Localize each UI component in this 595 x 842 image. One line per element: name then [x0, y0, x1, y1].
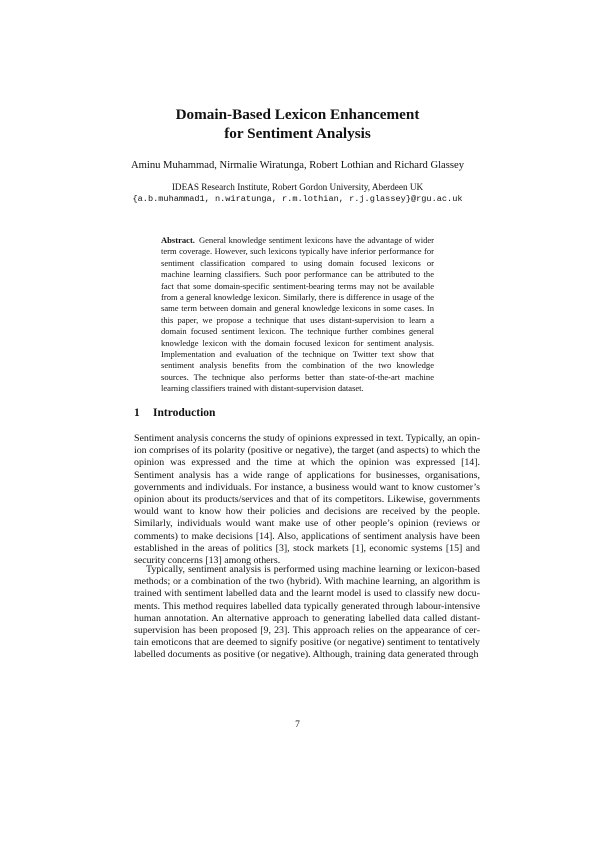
- title-line-1: Domain-Based Lexicon Enhancement: [175, 106, 420, 123]
- page-number: 7: [295, 720, 300, 730]
- section-number: 1: [134, 407, 140, 419]
- title-line-2: for Sentiment Analysis: [224, 125, 371, 142]
- abstract-text: General knowledge sentiment lexicons have the advantage of wider term coverage. However, such lexicons typically have inferior performance for sentiment classification compared to using domain focused lexicons or machine learning classifiers. Such poor performance can be attributed to the fact that some domain-specific sentiment-bearing terms may not be available from a general knowledge lexicon. Similarly, there is difference in usage of the same term between domain and general knowledge lexicons in some cases. In this paper, we propose a technique that uses distant-supervision to learn a domain focused sentiment lexicon. The technique further combines general knowledge lexicon with the domain focused lexicon for sentiment analysis. Implementation and evaluation of the technique on Twitter text show that sentiment analysis benefits from the combination of the two knowledge sources. The technique also performs better than state-of-the-art machine learning classifiers trained with distant-supervision dataset.: [161, 235, 434, 394]
- abstract: [161, 235, 434, 395]
- author-list: Aminu Muhammad, Nirmalie Wiratunga, Robert Lothian and Richard Glassey: [130, 160, 464, 171]
- section-heading: [134, 406, 215, 420]
- paragraph-2: Typically, sentiment analysis is performed using machine learning or lexicon-based methods; or a combination of the two (hybrid). With machine learning, an algorithm is trained with sentiment labelled data and the learnt model is used to classify new documents. This method requires labelled data typically generated through labour-intensive human annotation. An alternative approach to generating labelled data called distant-supervision has been proposed [9, 23]. This approach relies on the appearance of certain emoticons that are deemed to signify positive (or negative) sentiment to tentatively labelled documents as positive (or negative). Although, training data generated through: [134, 564, 480, 661]
- affiliation: IDEAS Research Institute, Robert Gordon University, Aberdeen UK: [171, 182, 424, 192]
- author-emails: {a.b.muhammad1, n.wiratunga, r.m.lothian, r.j.glassey}@rgu.ac.uk: [132, 194, 463, 204]
- section-title: Introduction: [153, 407, 216, 419]
- paper-title: [0, 105, 595, 143]
- abstract-label: Abstract.: [161, 235, 195, 245]
- paragraph-1: Sentiment analysis concerns the study of opinions expressed in text. Typically, an opinion comprises of its polarity (positive or negative), the target (and aspects) to which the opinion was expressed and the time at which the opinion was expressed [14]. Sentiment analysis has a wide range of applications for businesses, organisations, governments and individuals. For instance, a business would want to know customer’s opinion about its products/services and that of its competitors. Likewise, governments would want to know how their policies and decisions are received by the people. Similarly, individuals would want make use of other people’s opinion (reviews or comments) to make decisions [14]. Also, applications of sentiment analysis have been established in the areas of politics [3], stock markets [1], economic systems [15] and security concerns [13] among others.: [134, 433, 480, 567]
